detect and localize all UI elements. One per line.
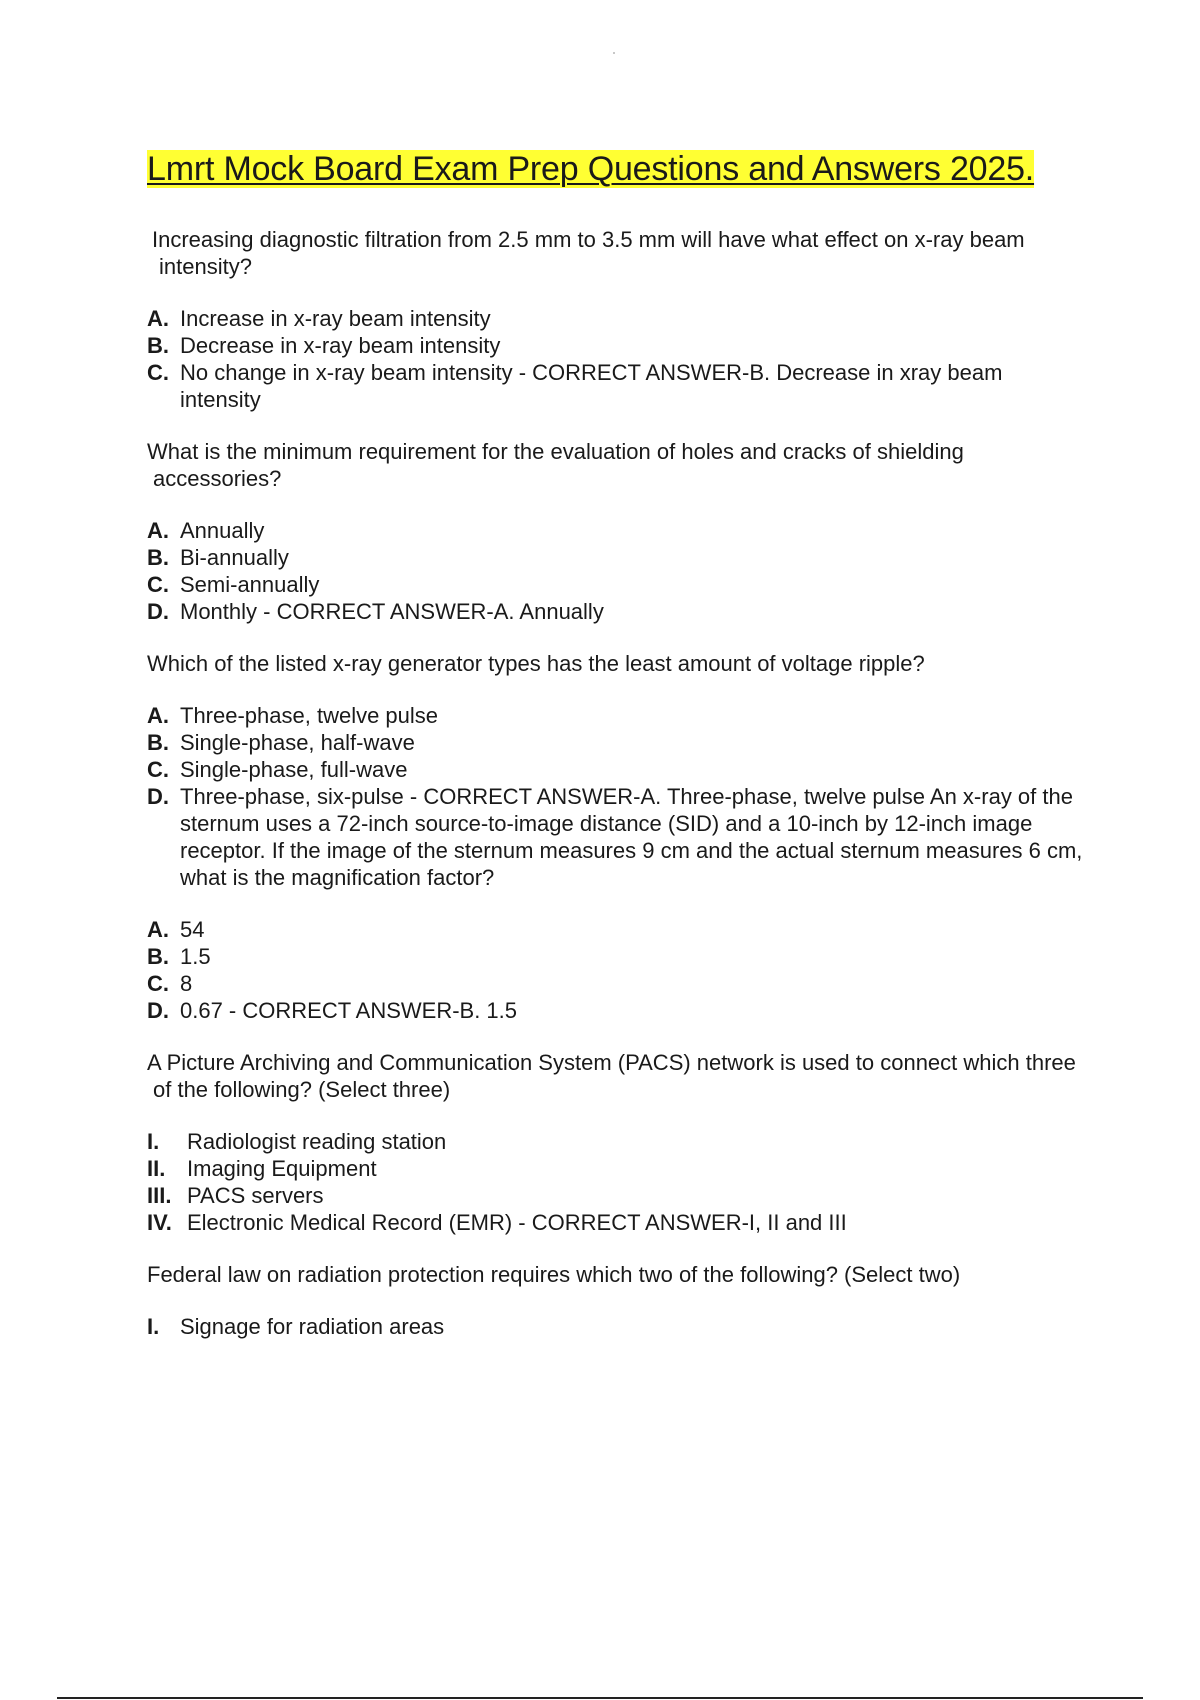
option-text: Decrease in x-ray beam intensity [180, 333, 501, 358]
option [147, 943, 1087, 970]
option [147, 916, 1087, 943]
option [147, 1155, 1087, 1182]
option-label: A. [147, 703, 169, 728]
option [147, 997, 1087, 1024]
option-text: 54 [180, 917, 205, 942]
option [147, 702, 1087, 729]
option-label: A. [147, 306, 169, 331]
question-6-options [147, 1313, 1087, 1340]
option-label: C. [147, 971, 169, 996]
option-text: 1.5 [180, 944, 211, 969]
option [147, 571, 1087, 598]
question-3-options [147, 702, 1087, 891]
option-text: Bi-annually [180, 545, 289, 570]
option-text: Three-phase, six-pulse - CORRECT ANSWER-A. Three-phase, twelve pulse An x-ray of the sternum uses a 72-inch source-to-image distance (SID) and a 10-inch by 12-inch image receptor. If the image of the sternum measures 9 cm and the actual sternum measures 6 cm, what is the magnification factor? [180, 784, 1083, 890]
option-label: B. [147, 944, 169, 969]
question-1-options [147, 305, 1087, 413]
footer-rule [57, 1697, 1143, 1699]
option-text: Annually [180, 518, 265, 543]
question-5: A Picture Archiving and Communication System (PACS) network is used to connect which three of the following? (Select three) [147, 1050, 1076, 1102]
option [147, 332, 1087, 359]
option-text: Imaging Equipment [187, 1156, 377, 1181]
option-text: Single-phase, half-wave [180, 730, 415, 755]
option-label: IV. [147, 1210, 172, 1235]
option-label: I. [147, 1314, 160, 1339]
option-label: I. [147, 1129, 160, 1154]
question-4-options [147, 916, 1087, 1024]
option-text: Single-phase, full-wave [180, 757, 408, 782]
option [147, 517, 1087, 544]
option-label: C. [147, 572, 169, 597]
option-label: B. [147, 730, 169, 755]
option [147, 544, 1087, 571]
question-3: Which of the listed x-ray generator types has the least amount of voltage ripple? [147, 651, 925, 676]
option-text: Three-phase, twelve pulse [180, 703, 439, 728]
option-label: D. [147, 599, 169, 624]
option [147, 1182, 1087, 1209]
question-6: Federal law on radiation protection requires which two of the following? (Select two) [147, 1262, 961, 1287]
title-highlight: Lmrt Mock Board Exam Prep Questions and Answers 2025. [147, 150, 1035, 188]
option-label: B. [147, 545, 169, 570]
option-text: PACS servers [187, 1183, 324, 1208]
option-text: Electronic Medical Record (EMR) - CORRECT ANSWER-I, II and III [187, 1210, 847, 1235]
question-5-options [147, 1128, 1087, 1236]
page-mark [613, 52, 615, 54]
option [147, 1313, 1087, 1340]
option [147, 598, 1087, 625]
option-text: Radiologist reading station [187, 1129, 447, 1154]
document-page [147, 150, 1087, 1365]
option [147, 970, 1087, 997]
option-label: B. [147, 333, 169, 358]
option-text: No change in x-ray beam intensity - CORRECT ANSWER-B. Decrease in xray beam intensity [180, 360, 1003, 412]
option [147, 359, 1087, 413]
option-label: A. [147, 518, 169, 543]
option-label: D. [147, 998, 169, 1023]
question-1: Increasing diagnostic filtration from 2.5 mm to 3.5 mm will have what effect on x-ray beam intensity? [152, 227, 1025, 279]
option-label: II. [147, 1156, 166, 1181]
option [147, 729, 1087, 756]
option-label: D. [147, 784, 169, 809]
option-text: Increase in x-ray beam intensity [180, 306, 491, 331]
option [147, 783, 1087, 891]
option [147, 305, 1087, 332]
option-text: Monthly - CORRECT ANSWER-A. Annually [180, 599, 604, 624]
option [147, 1128, 1087, 1155]
option-label: C. [147, 360, 169, 385]
option-text: Semi-annually [180, 572, 320, 597]
option-label: III. [147, 1183, 172, 1208]
option [147, 756, 1087, 783]
option-text: 0.67 - CORRECT ANSWER-B. 1.5 [180, 998, 518, 1023]
document-title [147, 150, 1087, 188]
option-text: Signage for radiation areas [180, 1314, 445, 1339]
option [147, 1209, 1087, 1236]
option-label: A. [147, 917, 169, 942]
question-2-options [147, 517, 1087, 625]
option-text: 8 [180, 971, 193, 996]
question-2: What is the minimum requirement for the evaluation of holes and cracks of shielding accessories? [147, 439, 964, 491]
option-label: C. [147, 757, 169, 782]
